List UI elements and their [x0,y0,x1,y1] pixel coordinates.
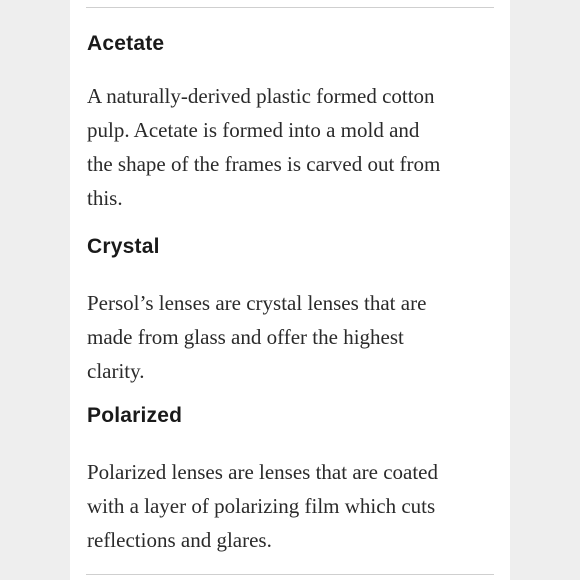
description-line: this. [87,186,123,210]
section-heading: Crystal [87,235,160,258]
description-line: the shape of the frames is carved out from [87,152,441,176]
section-description [87,79,497,215]
section-polarized [87,403,497,557]
description-line: Polarized lenses are lenses that are coated [87,460,439,484]
description-line: clarity. [87,359,145,383]
description-line: pulp. Acetate is formed into a mold and [87,118,420,142]
description-line: with a layer of polarizing film which cuts [87,494,436,518]
content-card [70,0,510,580]
section-description [87,455,497,557]
section-description [87,286,497,388]
section-acetate [87,31,497,215]
description-line: A naturally-derived plastic formed cotton [87,84,435,108]
description-line: reflections and glares. [87,528,272,552]
top-divider [86,7,494,8]
section-heading: Acetate [87,32,165,55]
description-line: Persol’s lenses are crystal lenses that are [87,291,427,315]
section-crystal [87,234,497,388]
description-line: made from glass and offer the highest [87,325,404,349]
section-heading: Polarized [87,404,183,427]
bottom-divider [86,574,494,575]
